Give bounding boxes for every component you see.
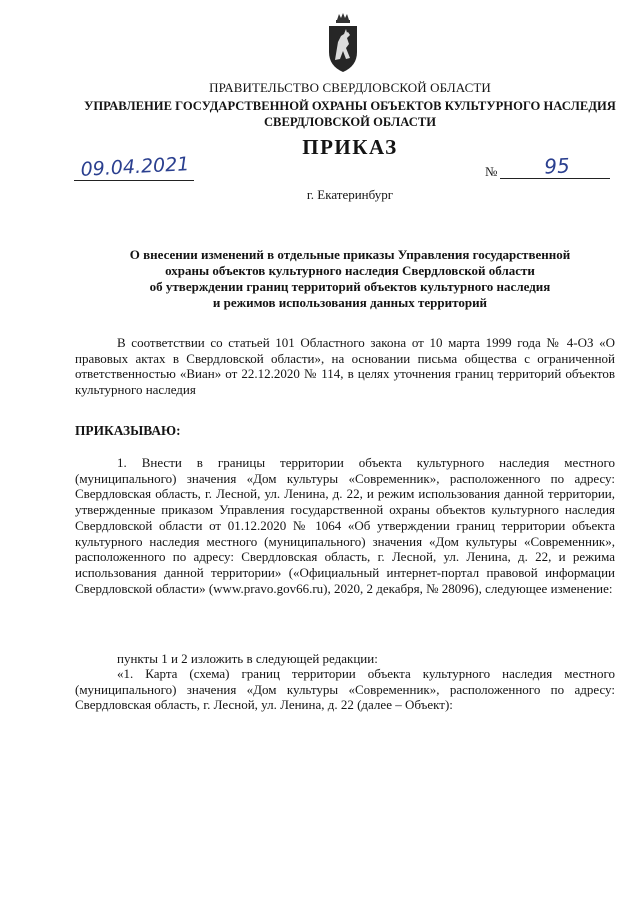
item-1-paragraph: 1. Внести в границы территории объекта культурного наследия местного (муниципального) значения «Дом культуры «Современник», расположенного по адресу: Свердловская область, г. Лесной, ул. Ленина, д. 22, и режим использования данной территории, утвержденные приказом Управления государственной охраны объектов культурного наследия Свердловской области от 01.12.2020 № 1064 «Об утверждении границ территории объекта культурного наследия местного (муниципального) значения «Дом культуры «Современник», расположенного по адресу: Свердловская область, г. Лесной, ул. Ленина, д. 22, и режима использования данной территории» («Официальный интернет-портал правовой информации Свердловской области» (www.pravo.gov66.ru), 2020, 2 декабря, № 28096), следующее изменение: xyxy=(75,455,615,596)
title-line1: О внесении изменений в отдельные приказы Управления государственной xyxy=(129,247,571,262)
order-heading: ПРИКАЗЫВАЮ: xyxy=(75,423,181,438)
title-line2: охраны объектов культурного наследия Свердловской области xyxy=(165,263,535,278)
title-line3: об утверждении границ территорий объектов культурного наследия xyxy=(149,279,551,294)
number-label: № xyxy=(485,164,498,179)
date-underline xyxy=(74,180,194,181)
department-name xyxy=(60,99,640,130)
department-name-line1: УПРАВЛЕНИЕ ГОСУДАРСТВЕННОЙ ОХРАНЫ ОБЪЕКТОВ КУЛЬТУРНОГО НАСЛЕДИЯ xyxy=(84,99,616,113)
coat-of-arms-emblem xyxy=(326,12,360,74)
title-line4: и режимов использования данных территорий xyxy=(212,295,488,310)
handwritten-date: 09.04.2021 xyxy=(80,153,190,181)
preamble-paragraph: В соответствии со статьей 101 Областного закона от 10 марта 1999 года № 4-ОЗ «О правовых актах в Свердловской области», на основании письма общества с ограниченной ответственностью «Виан» от 22.12.2020 № 114, в целях уточнения границ территорий объектов культурного наследия xyxy=(75,335,615,398)
government-name: ПРАВИТЕЛЬСТВО СВЕРДЛОВСКОЙ ОБЛАСТИ xyxy=(209,80,491,95)
document-title xyxy=(74,247,626,311)
city: г. Екатеринбург xyxy=(306,187,394,202)
item-1-sub-paragraph: пункты 1 и 2 изложить в следующей редакции: xyxy=(117,651,378,666)
item-1-quote-paragraph: «1. Карта (схема) границ территории объекта культурного наследия местного (муниципального) значения «Дом культуры «Современник», расположенного по адресу: Свердловская область, г. Лесной, ул. Ленина, д. 22 (далее – Объект): xyxy=(75,666,615,713)
handwritten-number: 95 xyxy=(543,153,571,179)
number-underline xyxy=(500,178,610,179)
document-type: ПРИКАЗ xyxy=(302,135,398,159)
department-name-line2: СВЕРДЛОВСКОЙ ОБЛАСТИ xyxy=(263,114,437,129)
